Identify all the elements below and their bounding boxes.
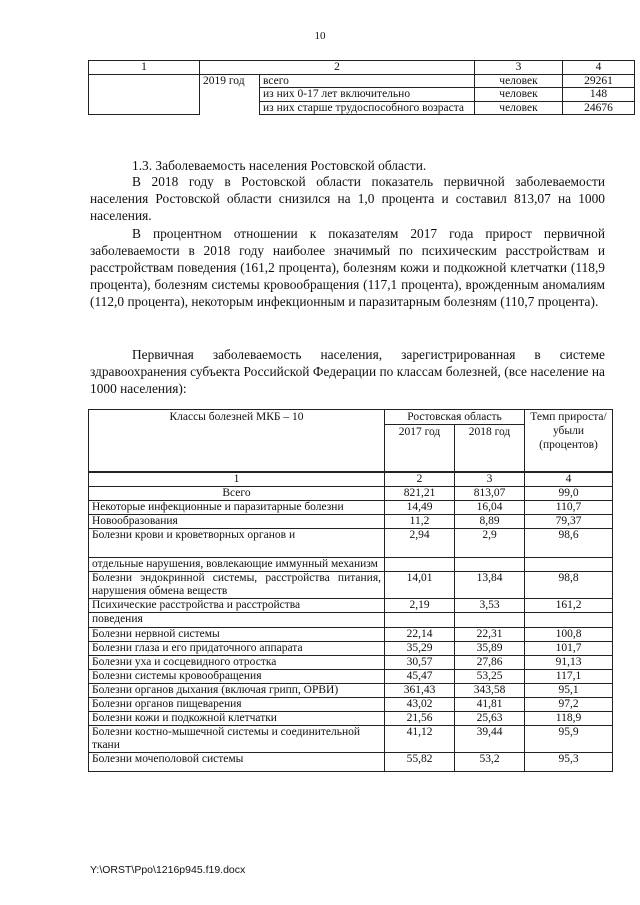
value-2017: 55,82	[385, 753, 455, 772]
disease-name: Болезни крови и кроветворных органов и	[89, 529, 385, 558]
col-region-header: Ростовская область	[385, 410, 525, 425]
value-2018: 53,25	[455, 670, 525, 684]
value-cell: 29261	[563, 74, 635, 88]
value-2017	[385, 558, 455, 572]
table-row	[89, 74, 635, 88]
disease-name: Болезни мочеполовой системы	[89, 753, 385, 772]
disease-name: Болезни нервной системы	[89, 628, 385, 642]
header-cell: 2	[200, 61, 475, 75]
rate-value: 101,7	[525, 642, 613, 656]
table-row	[89, 599, 613, 613]
rate-value	[525, 558, 613, 572]
header-cell: 3	[475, 61, 563, 75]
rate-value: 95,9	[525, 726, 613, 753]
header-cell: 1	[89, 61, 200, 75]
disease-name: Болезни уха и сосцевидного отростка	[89, 656, 385, 670]
table-row	[89, 628, 613, 642]
value-2018: 13,84	[455, 572, 525, 599]
table-row	[89, 572, 613, 599]
value-2017: 43,02	[385, 698, 455, 712]
value-2017: 14,49	[385, 501, 455, 515]
disease-name: Болезни глаза и его придаточного аппарата	[89, 642, 385, 656]
value-2018: 39,44	[455, 726, 525, 753]
rate-value: 110,7	[525, 501, 613, 515]
table-header-row	[89, 61, 635, 75]
row-label: всего	[260, 74, 475, 88]
value-cell: 148	[563, 88, 635, 102]
number-cell: 2	[385, 472, 455, 487]
rate-value	[525, 613, 613, 628]
table-row	[89, 487, 613, 501]
table-intro: Первичная заболеваемость населения, зарегистрированная в системе здравоохранения субъекта Российской Федерации по классам болезней, (все население на 1000 населения):	[90, 347, 605, 396]
rate-value: 91,13	[525, 656, 613, 670]
table-row	[89, 642, 613, 656]
section-heading: 1.3. Заболеваемость населения Ростовской области.	[132, 158, 427, 173]
table-row	[89, 613, 613, 628]
year-label: 2019 год	[200, 74, 260, 115]
header-cell: 4	[563, 61, 635, 75]
disease-name: Психические расстройства и расстройства	[89, 599, 385, 613]
value-cell: 24676	[563, 101, 635, 115]
paragraph-2: В процентном отношении к показателям 2017 года прирост первичной заболеваемости в 2018 году наиболее значимый по психическим расстройствам и расстройствам поведения (161,2 процента), болезням кожи и подкожной клетчатки (118,9 процента), болезням системы кровообращения (117,1 процента), врожденным аномалиям (112,0 процента), некоторым инфекционным и паразитарным болезням (110,7 процента).	[90, 226, 605, 309]
population-table	[88, 60, 635, 115]
value-2017: 821,21	[385, 487, 455, 501]
disease-name: Болезни костно-мышечной системы и соединительной ткани	[89, 726, 385, 753]
rate-value: 95,3	[525, 753, 613, 772]
empty-cell	[89, 74, 200, 115]
value-2018	[455, 558, 525, 572]
value-2017: 14,01	[385, 572, 455, 599]
numbering-row	[89, 472, 613, 487]
disease-name: Новообразования	[89, 515, 385, 529]
rate-value: 98,6	[525, 529, 613, 558]
value-2018: 8,89	[455, 515, 525, 529]
unit-cell: человек	[475, 88, 563, 102]
value-2017: 2,94	[385, 529, 455, 558]
rate-value: 117,1	[525, 670, 613, 684]
disease-name: Болезни системы кровообращения	[89, 670, 385, 684]
number-cell: 3	[455, 472, 525, 487]
disease-table	[88, 409, 613, 772]
value-2017: 30,57	[385, 656, 455, 670]
table-row	[89, 698, 613, 712]
value-2017: 2,19	[385, 599, 455, 613]
number-cell: 1	[89, 472, 385, 487]
value-2018: 16,04	[455, 501, 525, 515]
value-2018: 813,07	[455, 487, 525, 501]
value-2018: 2,9	[455, 529, 525, 558]
table-header-row	[89, 410, 613, 425]
col-classes-header: Классы болезней МКБ – 10	[89, 410, 385, 473]
paragraph-1: В 2018 году в Ростовской области показатель первичной заболеваемости населения Ростовской области снизился на 1,0 процента и составил 813,07 на 1000 населения.	[90, 174, 605, 223]
row-label: из них старше трудоспособного возраста	[260, 101, 475, 115]
footer-file-path: Y:\ORST\Ppo\1216p945.f19.docx	[90, 864, 246, 876]
value-2018: 343,58	[455, 684, 525, 698]
disease-name: Болезни эндокринной системы, расстройства питания, нарушения обмена веществ	[89, 572, 385, 599]
value-2018: 53,2	[455, 753, 525, 772]
disease-name: поведения	[89, 613, 385, 628]
disease-name: Болезни органов дыхания (включая грипп, ОРВИ)	[89, 684, 385, 698]
table-row	[89, 726, 613, 753]
value-2017: 11,2	[385, 515, 455, 529]
value-2018	[455, 613, 525, 628]
rate-value: 100,8	[525, 628, 613, 642]
value-2017: 41,12	[385, 726, 455, 753]
disease-name: отдельные нарушения, вовлекающие иммунный механизм	[89, 558, 385, 572]
value-2018: 25,63	[455, 712, 525, 726]
table-row	[89, 558, 613, 572]
rate-value: 98,8	[525, 572, 613, 599]
value-2017: 22,14	[385, 628, 455, 642]
rate-value: 99,0	[525, 487, 613, 501]
value-2018: 41,81	[455, 698, 525, 712]
page-number: 10	[314, 30, 326, 42]
rate-value: 95,1	[525, 684, 613, 698]
value-2017: 21,56	[385, 712, 455, 726]
value-2017	[385, 613, 455, 628]
rate-value: 79,37	[525, 515, 613, 529]
disease-name: Болезни органов пищеварения	[89, 698, 385, 712]
table-row	[89, 501, 613, 515]
value-2018: 27,86	[455, 656, 525, 670]
table-row	[89, 712, 613, 726]
value-2017: 35,29	[385, 642, 455, 656]
col-2017-header: 2017 год	[385, 425, 455, 473]
table-row	[89, 529, 613, 558]
value-2017: 45,47	[385, 670, 455, 684]
number-cell: 4	[525, 472, 613, 487]
table-row	[89, 684, 613, 698]
col-rate-header: Темп прироста/ убыли (процентов)	[525, 410, 613, 473]
rate-value: 161,2	[525, 599, 613, 613]
rate-value: 97,2	[525, 698, 613, 712]
value-2017: 361,43	[385, 684, 455, 698]
disease-name: Всего	[89, 487, 385, 501]
table-row	[89, 670, 613, 684]
value-2018: 3,53	[455, 599, 525, 613]
rate-value: 118,9	[525, 712, 613, 726]
value-2018: 35,89	[455, 642, 525, 656]
col-2018-header: 2018 год	[455, 425, 525, 473]
value-2018: 22,31	[455, 628, 525, 642]
disease-name: Некоторые инфекционные и паразитарные болезни	[89, 501, 385, 515]
disease-name: Болезни кожи и подкожной клетчатки	[89, 712, 385, 726]
table-row	[89, 753, 613, 772]
unit-cell: человек	[475, 101, 563, 115]
unit-cell: человек	[475, 74, 563, 88]
table-row	[89, 656, 613, 670]
row-label: из них 0-17 лет включительно	[260, 88, 475, 102]
table-row	[89, 515, 613, 529]
